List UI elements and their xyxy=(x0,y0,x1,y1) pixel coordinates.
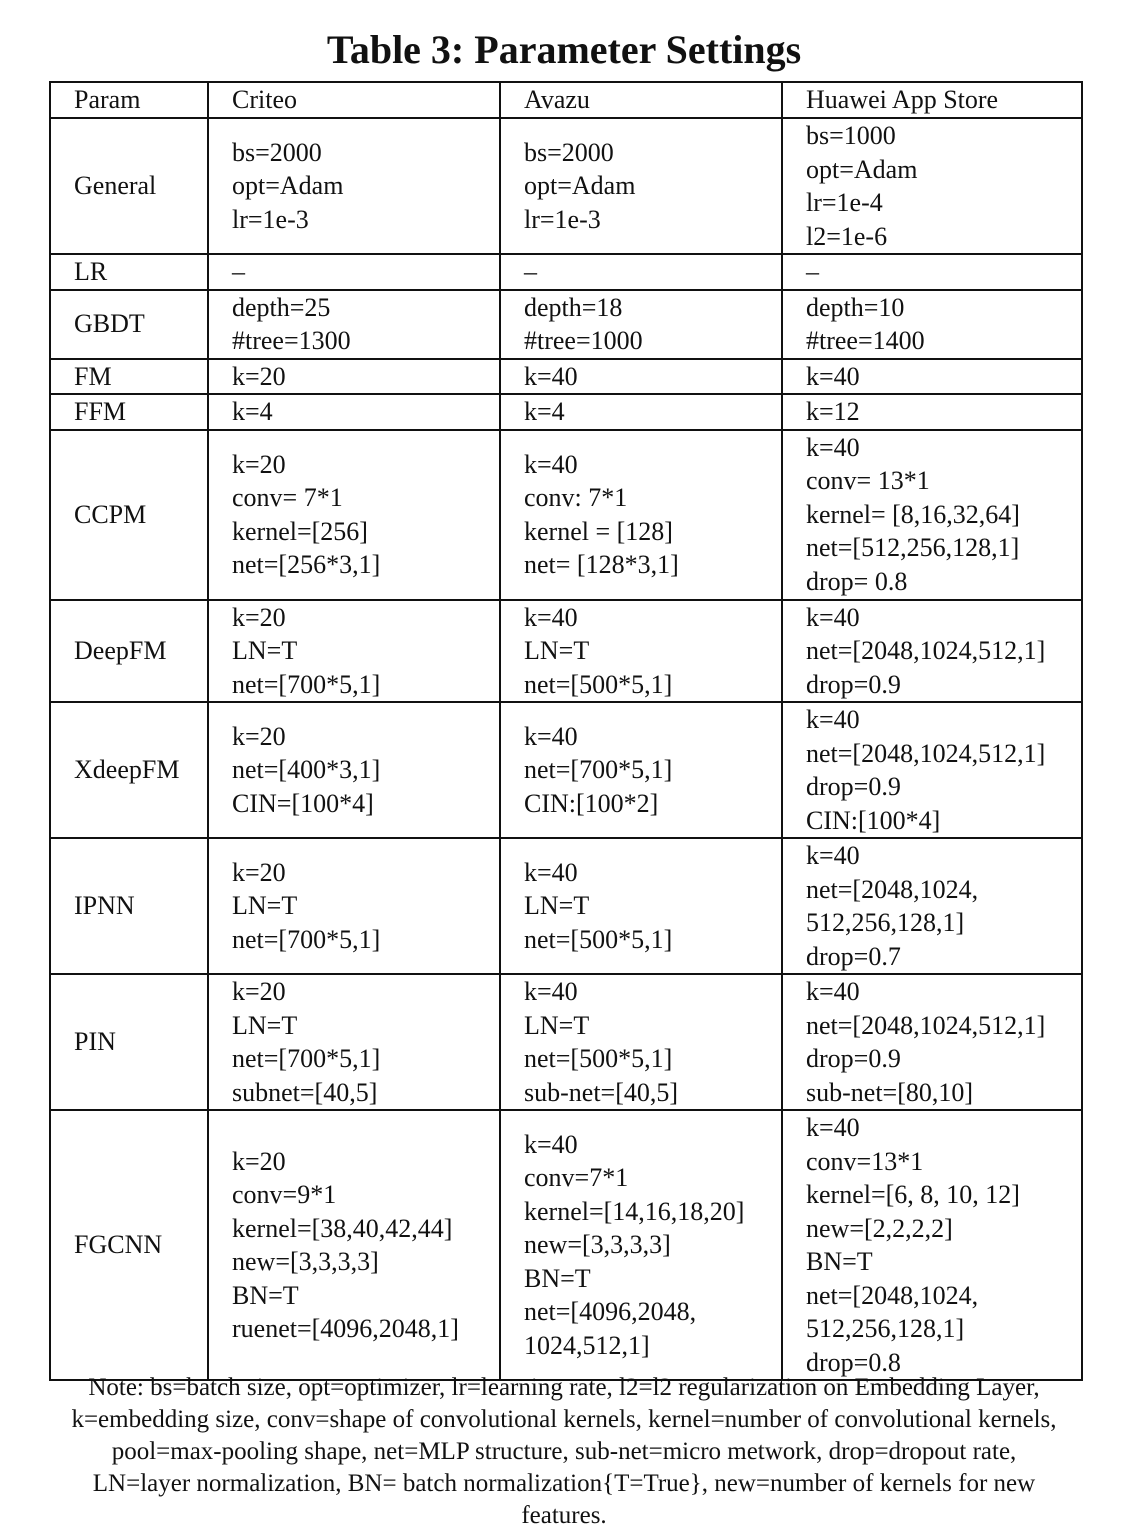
header-param: Param xyxy=(50,82,208,118)
cell-line: kernel=[256] xyxy=(232,516,368,546)
cell-line: #tree=1400 xyxy=(806,326,925,355)
cell-line: k=40 xyxy=(524,721,578,751)
criteo-cell xyxy=(208,974,500,1110)
cell-line: sub-net=[40,5] xyxy=(524,1077,679,1107)
cell-line: 512,256,128,1] xyxy=(806,908,965,937)
cell-line: kernel= [8,16,32,64] xyxy=(806,499,1020,529)
cell-line: drop=0.8 xyxy=(806,1347,901,1377)
cell-line: drop=0.9 xyxy=(806,669,901,699)
cell-line: k=40 xyxy=(806,1113,860,1142)
table-title: Table 3: Parameter Settings xyxy=(326,27,802,72)
criteo-cell xyxy=(208,118,500,254)
cell-line: LN=T xyxy=(524,891,590,921)
cell-line: kernel=[14,16,18,20] xyxy=(524,1196,745,1226)
cell-line: k=4 xyxy=(524,397,565,426)
table-row xyxy=(50,600,1082,703)
cell-line: lr=1e-3 xyxy=(524,204,601,234)
cell-line: 512,256,128,1] xyxy=(806,1314,965,1343)
criteo-cell xyxy=(208,600,500,703)
cell-line: k=40 xyxy=(806,432,860,462)
cell-line: k=40 xyxy=(806,602,860,632)
table-row xyxy=(50,290,1082,359)
cell-line: k=20 xyxy=(232,977,286,1006)
avazu-cell xyxy=(500,838,782,974)
param-name-cell: XdeepFM xyxy=(50,702,208,838)
cell-line: LN=T xyxy=(524,1010,590,1040)
cell-line: bs=2000 xyxy=(232,137,322,167)
cell-line: lr=1e-4 xyxy=(806,188,883,217)
huawei-cell xyxy=(782,600,1082,703)
cell-line: k=4 xyxy=(232,397,273,426)
table-row xyxy=(50,702,1082,838)
cell-line: k=40 xyxy=(806,977,860,1006)
cell-line: net=[500*5,1] xyxy=(524,1044,673,1073)
avazu-cell xyxy=(500,254,782,290)
header-row xyxy=(50,82,1082,118)
criteo-cell xyxy=(208,359,500,395)
huawei-cell xyxy=(782,974,1082,1110)
criteo-cell xyxy=(208,394,500,430)
huawei-cell xyxy=(782,290,1082,359)
table-row xyxy=(50,430,1082,600)
avazu-cell xyxy=(500,974,782,1110)
cell-line: drop=0.9 xyxy=(806,1044,901,1073)
note-line: pool=max-pooling shape, net=MLP structure, sub-net=micro metwork, drop=dropout rate, xyxy=(111,1438,1017,1465)
cell-line: – xyxy=(232,257,245,286)
cell-line: net=[700*5,1] xyxy=(524,755,673,785)
avazu-cell xyxy=(500,600,782,703)
cell-line: net=[512,256,128,1] xyxy=(806,533,1020,563)
table-row xyxy=(50,118,1082,254)
cell-line: net=[2048,1024,512,1] xyxy=(806,636,1046,665)
cell-line: new=[2,2,2,2] xyxy=(806,1213,953,1243)
param-name-cell: IPNN xyxy=(50,838,208,974)
criteo-cell xyxy=(208,290,500,359)
cell-line: 1024,512,1] xyxy=(524,1330,650,1360)
note-line: features. xyxy=(521,1502,607,1529)
cell-line: LN=T xyxy=(232,1010,298,1040)
cell-line: k=20 xyxy=(232,449,286,479)
cell-line: net=[700*5,1] xyxy=(232,669,381,699)
cell-line: CIN:[100*2] xyxy=(524,788,659,818)
cell-line: bs=2000 xyxy=(524,137,614,167)
cell-line: sub-net=[80,10] xyxy=(806,1077,974,1107)
avazu-cell xyxy=(500,430,782,600)
note-line: LN=layer normalization, BN= batch normalization{T=True}, new=number of kernels for new xyxy=(92,1470,1036,1497)
cell-line: #tree=1000 xyxy=(524,326,643,355)
note-line: k=embedding size, conv=shape of convolutional kernels, kernel=number of convolutional kernels, xyxy=(71,1406,1057,1433)
criteo-cell xyxy=(208,430,500,600)
avazu-cell xyxy=(500,290,782,359)
cell-line: net=[2048,1024, xyxy=(806,874,979,904)
cell-line: opt=Adam xyxy=(806,154,918,184)
huawei-cell xyxy=(782,838,1082,974)
cell-line: net=[2048,1024,512,1] xyxy=(806,1010,1046,1040)
cell-line: depth=18 xyxy=(524,292,623,322)
note-line: Note: bs=batch size, opt=optimizer, lr=learning rate, l2=l2 regularization on Embedding Layer, xyxy=(88,1374,1040,1401)
criteo-cell xyxy=(208,838,500,974)
cell-line: net=[500*5,1] xyxy=(524,924,673,954)
cell-line: BN=T xyxy=(806,1247,873,1276)
param-name-cell: CCPM xyxy=(50,430,208,600)
header-criteo: Criteo xyxy=(208,82,500,118)
cell-line: drop= 0.8 xyxy=(806,566,908,596)
cell-line: net=[4096,2048, xyxy=(524,1297,697,1327)
cell-line: #tree=1300 xyxy=(232,326,351,355)
huawei-cell xyxy=(782,359,1082,395)
cell-line: new=[3,3,3,3] xyxy=(524,1230,671,1260)
criteo-cell xyxy=(208,702,500,838)
cell-line: net=[2048,1024,512,1] xyxy=(806,738,1046,768)
huawei-cell xyxy=(782,702,1082,838)
param-name-cell: DeepFM xyxy=(50,600,208,703)
cell-line: opt=Adam xyxy=(524,171,636,201)
cell-line: k=20 xyxy=(232,1146,286,1176)
avazu-cell xyxy=(500,118,782,254)
avazu-cell xyxy=(500,702,782,838)
avazu-cell xyxy=(500,359,782,395)
cell-line: LN=T xyxy=(232,636,298,665)
cell-line: net=[700*5,1] xyxy=(232,924,381,954)
cell-line: net=[700*5,1] xyxy=(232,1044,381,1073)
criteo-cell xyxy=(208,1110,500,1380)
table-row xyxy=(50,359,1082,395)
cell-line: conv= 7*1 xyxy=(232,483,343,512)
cell-line: ruenet=[4096,2048,1] xyxy=(232,1314,459,1343)
cell-line: BN=T xyxy=(524,1263,591,1293)
cell-line: k=40 xyxy=(524,449,578,479)
param-name-cell: GBDT xyxy=(50,290,208,359)
parameter-table xyxy=(49,81,1083,1381)
table-body xyxy=(50,118,1082,1380)
cell-line: k=20 xyxy=(232,857,286,887)
cell-line: k=40 xyxy=(524,977,578,1006)
cell-line: kernel = [128] xyxy=(524,516,673,546)
cell-line: – xyxy=(524,257,537,286)
header-avazu: Avazu xyxy=(500,82,782,118)
cell-line: conv=7*1 xyxy=(524,1163,629,1193)
cell-line: depth=10 xyxy=(806,292,905,322)
avazu-cell xyxy=(500,394,782,430)
cell-line: k=40 xyxy=(524,361,578,391)
table-row xyxy=(50,394,1082,430)
huawei-cell xyxy=(782,254,1082,290)
huawei-cell xyxy=(782,1110,1082,1380)
cell-line: lr=1e-3 xyxy=(232,204,309,234)
cell-line: conv: 7*1 xyxy=(524,483,628,512)
cell-line: conv=13*1 xyxy=(806,1146,924,1176)
cell-line: CIN:[100*4] xyxy=(806,805,941,835)
cell-line: subnet=[40,5] xyxy=(232,1077,378,1107)
header-huawei: Huawei App Store xyxy=(782,82,1082,118)
cell-line: new=[3,3,3,3] xyxy=(232,1247,379,1276)
table-row xyxy=(50,254,1082,290)
cell-line: LN=T xyxy=(232,891,298,921)
cell-line: conv= 13*1 xyxy=(806,466,930,496)
cell-line: drop=0.9 xyxy=(806,772,901,801)
table-row xyxy=(50,974,1082,1110)
param-name-cell: PIN xyxy=(50,974,208,1110)
param-name-cell: FGCNN xyxy=(50,1110,208,1380)
param-name-cell: FFM xyxy=(50,394,208,430)
cell-line: net=[400*3,1] xyxy=(232,755,381,785)
huawei-cell xyxy=(782,118,1082,254)
cell-line: l2=1e-6 xyxy=(806,221,888,251)
cell-line: depth=25 xyxy=(232,292,331,322)
param-name-cell: FM xyxy=(50,359,208,395)
cell-line: kernel=[6, 8, 10, 12] xyxy=(806,1180,1020,1209)
cell-line: CIN=[100*4] xyxy=(232,788,374,818)
cell-line: k=40 xyxy=(524,857,578,887)
cell-line: k=20 xyxy=(232,602,286,632)
cell-line: net= [128*3,1] xyxy=(524,550,679,579)
table-row xyxy=(50,1110,1082,1380)
cell-line: k=20 xyxy=(232,361,286,391)
cell-line: k=40 xyxy=(806,361,860,391)
cell-line: k=40 xyxy=(806,841,860,870)
param-name-cell: General xyxy=(50,118,208,254)
criteo-cell xyxy=(208,254,500,290)
cell-line: k=12 xyxy=(806,397,860,426)
cell-line: bs=1000 xyxy=(806,121,896,150)
huawei-cell xyxy=(782,394,1082,430)
cell-line: drop=0.7 xyxy=(806,941,901,971)
cell-line: k=40 xyxy=(524,1129,578,1159)
avazu-cell xyxy=(500,1110,782,1380)
cell-line: LN=T xyxy=(524,636,590,665)
cell-line: conv=9*1 xyxy=(232,1180,337,1209)
cell-line: net=[256*3,1] xyxy=(232,550,381,579)
cell-line: kernel=[38,40,42,44] xyxy=(232,1213,453,1243)
huawei-cell xyxy=(782,430,1082,600)
cell-line: BN=T xyxy=(232,1280,299,1310)
cell-line: k=40 xyxy=(524,602,578,632)
cell-line: opt=Adam xyxy=(232,171,344,201)
param-name-cell: LR xyxy=(50,254,208,290)
cell-line: net=[500*5,1] xyxy=(524,669,673,699)
cell-line: net=[2048,1024, xyxy=(806,1280,979,1310)
cell-line: – xyxy=(806,257,819,286)
table-row xyxy=(50,838,1082,974)
table-note xyxy=(0,1372,1128,1532)
cell-line: k=20 xyxy=(232,721,286,751)
cell-line: k=40 xyxy=(806,705,860,734)
